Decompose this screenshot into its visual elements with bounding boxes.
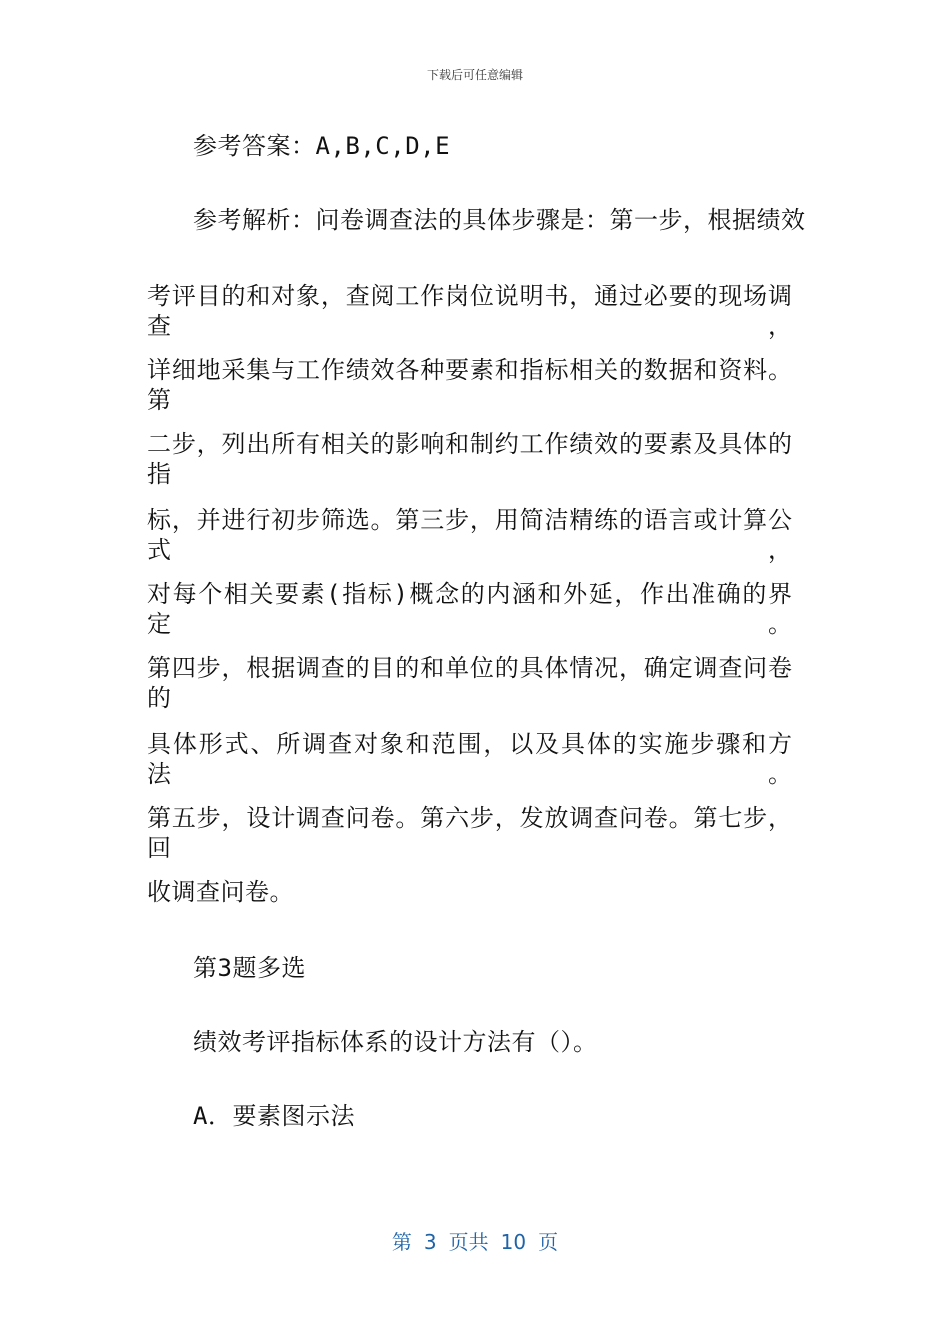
option-a: A．要素图示法 xyxy=(193,1102,355,1130)
analysis-line-5: 标，并进行初步筛选。第三步，用简洁精练的语言或计算公式， xyxy=(147,506,792,564)
page-header: 下载后可任意编辑 xyxy=(426,68,523,82)
question-title: 第3题多选 xyxy=(193,954,306,982)
analysis-line-2: 考评目的和对象，查阅工作岗位说明书，通过必要的现场调查， xyxy=(147,282,792,340)
footer-suffix: 页 xyxy=(538,1230,559,1254)
analysis-line-10: 收调查问卷。 xyxy=(147,878,294,906)
question-text: 绩效考评指标体系的设计方法有（）。 xyxy=(193,1028,598,1056)
footer-prefix: 第 xyxy=(391,1230,412,1254)
analysis-line-1: 参考解析：问卷调查法的具体步骤是：第一步，根据绩效 xyxy=(193,206,806,234)
analysis-line-6: 对每个相关要素(指标)概念的内涵和外延，作出准确的界定。 xyxy=(147,580,792,638)
footer-current-page: 3 xyxy=(423,1230,437,1254)
analysis-line-3: 详细地采集与工作绩效各种要素和指标相关的数据和资料。第 xyxy=(147,356,792,414)
footer-total-pages: 10 xyxy=(500,1230,527,1254)
analysis-line-8: 具体形式、所调查对象和范围，以及具体的实施步骤和方法。 xyxy=(147,730,792,788)
reference-answer: 参考答案：A,B,C,D,E xyxy=(193,132,451,160)
analysis-line-9: 第五步，设计调查问卷。第六步，发放调查问卷。第七步，回 xyxy=(147,804,792,862)
footer-middle: 页共 xyxy=(448,1230,489,1254)
page-footer xyxy=(0,1226,950,1255)
analysis-line-4: 二步，列出所有相关的影响和制约工作绩效的要素及具体的指 xyxy=(147,430,792,488)
analysis-line-7: 第四步，根据调查的目的和单位的具体情况，确定调查问卷的 xyxy=(147,654,792,712)
